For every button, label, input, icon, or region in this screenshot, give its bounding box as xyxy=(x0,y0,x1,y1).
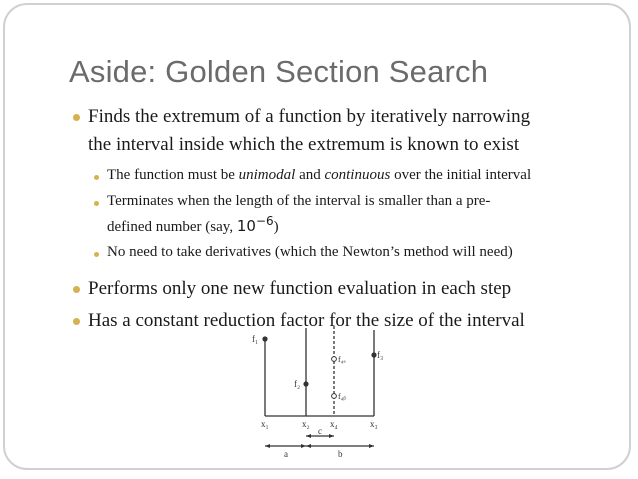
slide-title: Aside: Golden Section Search xyxy=(69,54,489,89)
point-f4b xyxy=(332,394,337,399)
bullet-3: Has a constant reduction factor for the size of the interval xyxy=(88,310,525,331)
sub-bullet-1-text-a: The function must be xyxy=(107,167,239,183)
exponent-base: 10 xyxy=(236,217,256,235)
label-f2: f₂ xyxy=(294,379,301,389)
arrowhead xyxy=(301,444,306,448)
exponent-power: −6 xyxy=(255,214,274,228)
label-x3: x₃ xyxy=(370,419,378,429)
sub-bullet-2-text-b: ) xyxy=(273,219,279,235)
arrowhead xyxy=(265,444,270,448)
sub-bullet-3: No need to take derivatives (which the Newton’s method will need) xyxy=(107,244,513,260)
arrowhead xyxy=(306,434,311,438)
arrowhead xyxy=(369,444,374,448)
label-f1: f₁ xyxy=(252,334,259,344)
sub-bullet-2-line-1: Terminates when the length of the interval is smaller than a pre- xyxy=(107,193,491,209)
label-f4b: f₄ᵦ xyxy=(338,392,346,401)
sub-bullet-1-emphasis-unimodal: unimodal xyxy=(238,167,296,183)
point-f4a xyxy=(332,357,337,362)
label-x2: x₂ xyxy=(302,419,310,429)
point-f2 xyxy=(303,381,308,386)
sub-bullet-2-text-a: defined number (say, xyxy=(107,219,237,235)
label-x4: x₄ xyxy=(330,419,338,429)
label-f4a: f₄ₐ xyxy=(338,355,346,364)
label-x1: x₁ xyxy=(261,419,269,429)
label-c: c xyxy=(318,426,322,436)
bullet-1-line-2: the interval inside which the extremum is known to exist xyxy=(88,134,520,155)
point-f1 xyxy=(262,336,267,341)
arrowhead xyxy=(329,434,334,438)
point-f3 xyxy=(371,352,376,357)
label-f3: f₃ xyxy=(377,350,384,360)
arrowhead xyxy=(306,444,311,448)
label-a: a xyxy=(284,449,288,459)
bullet-1-line-1: Finds the extremum of a function by iteratively narrowing xyxy=(88,106,531,127)
sub-bullet-1-emphasis-continuous: continuous xyxy=(324,167,391,183)
sub-bullet-1-text-b: and xyxy=(295,167,325,183)
bullet-2: Performs only one new function evaluation in each step xyxy=(88,278,512,299)
label-b: b xyxy=(338,449,343,459)
sub-bullet-1-text-c: over the initial interval xyxy=(390,167,532,183)
